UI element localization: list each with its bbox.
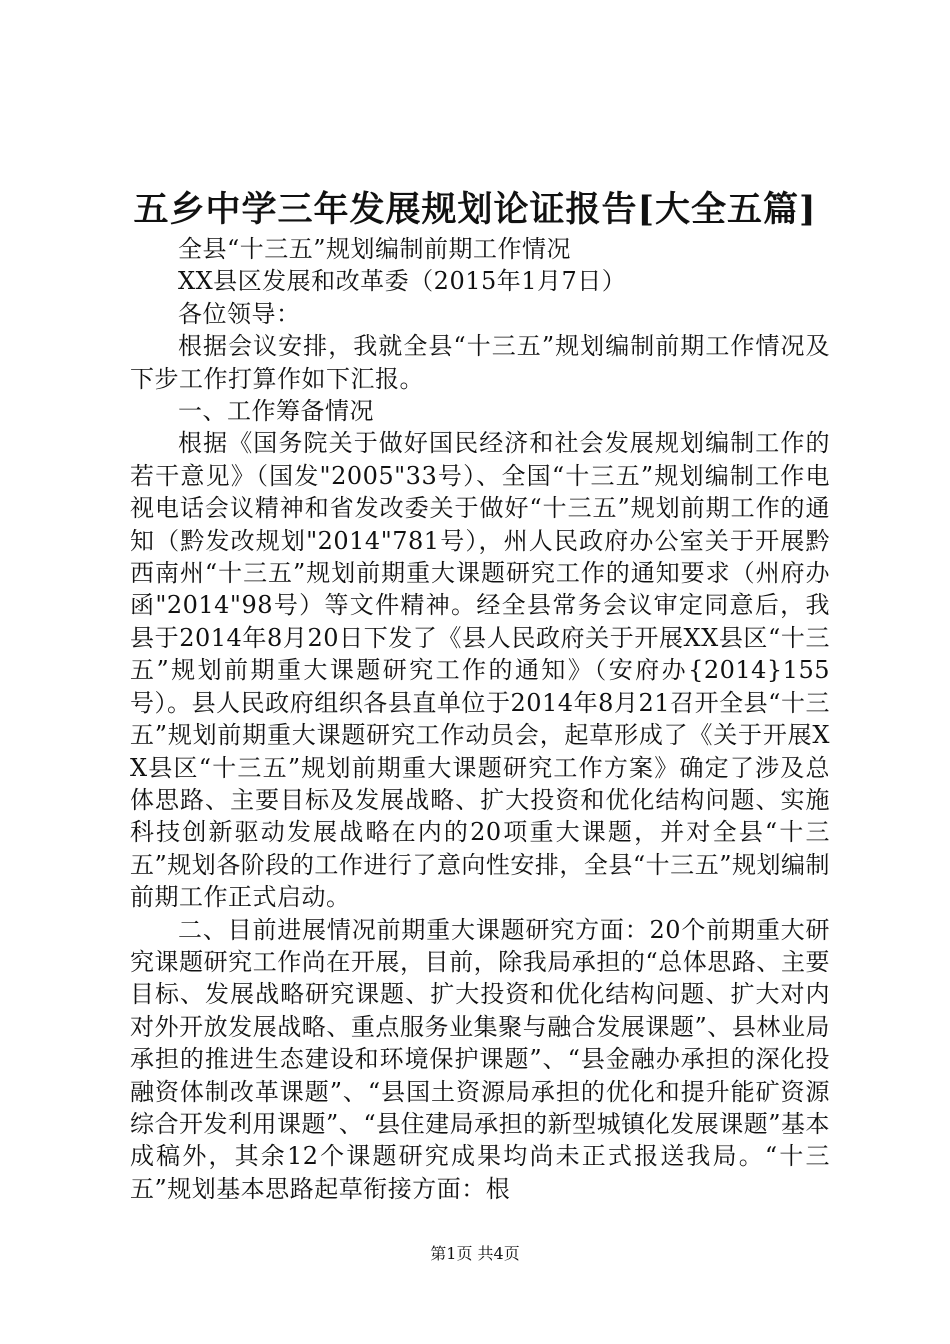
paragraph-intro: 根据会议安排，我就全县“十三五”规划编制前期工作情况及下步工作打算作如下汇报。 <box>130 332 830 393</box>
paragraph-section-2: 二、目前进展情况前期重大课题研究方面：20个前期重大研究课题研究工作尚在开展，目前，除我局承担的“总体思路、主要目标、发展战略研究课题、扩大投资和优化结构问题、扩大对内对外开放发展战略、重点服务业集聚与融合发展课题”、县林业局承担的推进生态建设和环境保护课题”、“县金融办承担的深化投融资体制改革课题”、“县国土资源局承担的优化和提升能矿资源综合开发利用课题”、“县住建局承担的新型城镇化发展课题”基本成稿外，其余12个课题研究成果均尚未正式报送我局。“十三五”规划基本思路起草衔接方面：根 <box>130 915 830 1203</box>
page-footer: 第1页 共4页 <box>430 1244 520 1263</box>
paragraph-salutation: 各位领导： <box>178 299 301 328</box>
section-heading-1: 一、工作筹备情况 <box>178 397 374 426</box>
paragraph-section-1: 根据《国务院关于做好国民经济和社会发展规划编制工作的若干意见》（国发"2005"33号）、全国“十三五”规划编制工作电视电话会议精神和省发改委关于做好“十三五”规划前期工作的通知（黔发改规划"2014"781号），州人民政府办公室关于开展黔西南州“十三五”规划前期重大课题研究工作的通知要求（州府办函"2014"98号）等文件精神。经全县常务会议审定同意后，我县于2014年8月20日下发了《县人民政府关于开展XX县区“十三五”规划前期重大课题研究工作的通知》（安府办{2014}155号）。县人民政府组织各县直单位于2014年8月21召开全县“十三五”规划前期重大课题研究工作动员会，起草形成了《关于开展XX县区“十三五”规划前期重大课题研究工作方案》确定了涉及总体思路、主要目标及发展战略、扩大投资和优化结构问题、实施科技创新驱动发展战略在内的20项重大课题，并对全县“十三五”规划各阶段的工作进行了意向性安排，全县“十三五”规划编制前期工作正式启动。 <box>130 429 830 912</box>
document-title: 五乡中学三年发展规划论证报告[大全五篇] <box>133 189 817 230</box>
document-body <box>130 233 830 1205</box>
paragraph-issuer: XX县区发展和改革委（2015年1月7日） <box>178 267 627 296</box>
paragraph-subtitle: 全县“十三五”规划编制前期工作情况 <box>178 235 572 263</box>
